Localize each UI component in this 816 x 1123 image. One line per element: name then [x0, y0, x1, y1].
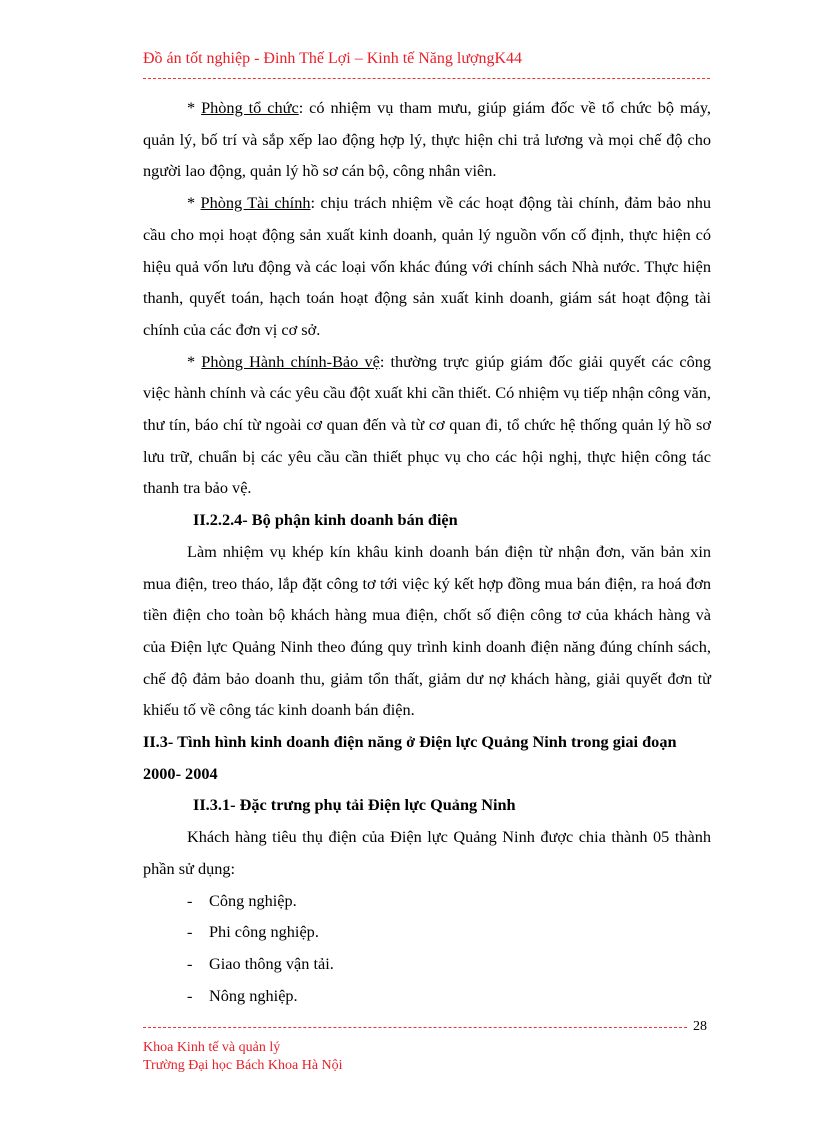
bullet-star: *	[187, 193, 201, 213]
list-marker: -	[187, 985, 193, 1005]
list-item: - Phi công nghiệp.	[143, 916, 711, 948]
list-item: - Nông nghiệp.	[143, 980, 711, 1012]
page-number: 28	[693, 1019, 707, 1034]
footer-faculty: Khoa Kinh tế và quản lý	[143, 1040, 281, 1055]
paragraph-phong-tai-chinh	[143, 187, 711, 346]
bullet-star: *	[187, 98, 202, 117]
heading-2-2-4: II.2.2.4- Bộ phận kinh doanh bán điện	[193, 510, 458, 530]
list-marker: -	[187, 922, 193, 942]
footer-university: Trường Đại học Bách Khoa Hà Nội	[143, 1058, 343, 1073]
term-phong-hanh-chinh: Phòng Hành chính-Bảo vệ	[201, 351, 380, 371]
footer-divider	[143, 1027, 687, 1028]
term-phong-tai-chinh: Phòng Tài chính	[200, 193, 311, 213]
header-title: Đồ án tốt nghiệp - Đinh Thế Lợi – Kinh tế Năng lượngK44	[143, 50, 523, 67]
heading-2-3: II.3- Tình hình kinh doanh điện năng ở Điện lực Quảng Ninh trong giai đoạn 2000- 2004	[143, 732, 677, 783]
paragraph-khach-hang: Khách hàng tiêu thụ điện của Điện lực Quảng Ninh được chia thành 05 thành phần sử dụng:	[143, 827, 711, 878]
list-item: - Giao thông vận tải.	[143, 948, 711, 980]
paragraph-phong-to-chuc	[143, 92, 711, 187]
term-phong-to-chuc: Phòng tổ chức	[201, 98, 299, 117]
heading-2-3-1: II.3.1- Đặc trưng phụ tải Điện lực Quảng Ninh	[193, 795, 516, 815]
page-content	[143, 92, 711, 1011]
paragraph-kinh-doanh: Làm nhiệm vụ khép kín khâu kinh doanh bán điện từ nhận đơn, văn bản xin mua điện, treo tháo, lắp đặt công tơ tới việc ký kết hợp đồng mua bán điện, ra hoá đơn tiền điện cho toàn bộ khách hàng mua điện, chốt số điện công tơ của khách hàng và của Điện lực Quảng Ninh theo đúng quy trình kinh doanh điện năng đúng chính sách, chế độ đảm bảo doanh thu, giảm tổn thất, giảm dư nợ khách hàng, giải quyết đơn từ khiếu tố về công tác kinh doanh bán điện.	[143, 541, 711, 720]
paragraph-text: : thường trực giúp giám đốc giải quyết các công việc hành chính và các yêu cầu đột xuất khi cần thiết. Có nhiệm vụ tiếp nhận công văn, thư tín, báo chí từ ngoài cơ quan đến và từ cơ quan đi, tổ chức hệ thống quản lý hồ sơ lưu trữ, chuẩn bị các yêu cầu cần thiết phục vụ cho các hội nghị, thực hiện công tác thanh tra bảo vệ.	[143, 351, 712, 498]
bullet-star: *	[187, 351, 202, 371]
list-marker: -	[187, 890, 193, 910]
header-divider	[143, 78, 710, 79]
list-marker: -	[187, 953, 193, 973]
paragraph-text: : có nhiệm vụ tham mưu, giúp giám đốc về tổ chức bộ máy, quản lý, bố trí và sắp xếp lao động hợp lý, thực hiện chi trả lương và mọi chế độ cho người lao động, quản lý hồ sơ cán bộ, công nhân viên.	[143, 98, 711, 181]
list-item: - Công nghiệp.	[143, 885, 711, 917]
paragraph-text: : chịu trách nhiệm về các hoạt động tài chính, đảm bảo nhu cầu cho mọi hoạt động sản xuất kinh doanh, quản lý nguồn vốn cố định, thực hiện có hiệu quả vốn lưu động và các loại vốn khác đúng với chính sách Nhà nước. Thực hiện thanh, quyết toán, hạch toán hoạt động sản xuất kinh doanh, giám sát hoạt động tài chính của các đơn vị cơ sở.	[143, 193, 711, 339]
paragraph-phong-hanh-chinh	[143, 346, 711, 505]
